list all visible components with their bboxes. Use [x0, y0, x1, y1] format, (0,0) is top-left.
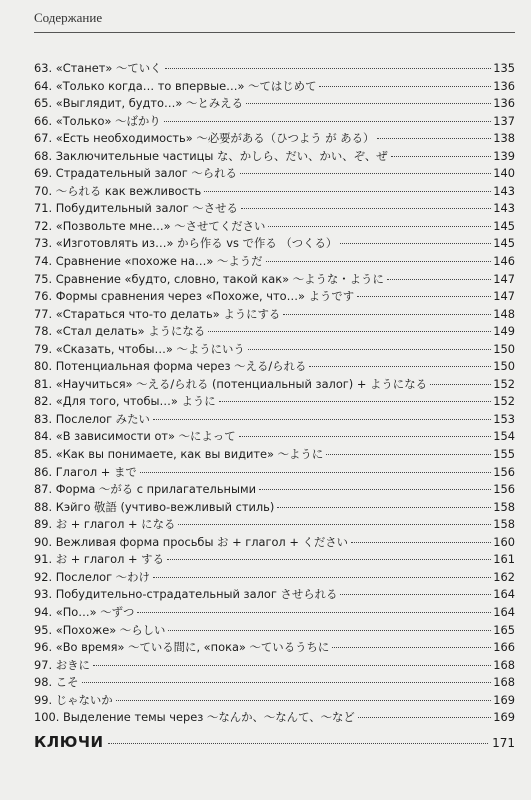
- toc-entry[interactable]: [34, 428, 515, 446]
- toc-entry[interactable]: [34, 95, 515, 113]
- toc-entry-title: 89. お + глагол + になる: [34, 517, 176, 532]
- dot-leader: [358, 717, 491, 718]
- dot-leader: [340, 243, 491, 244]
- toc-entry-page: 145: [493, 236, 515, 251]
- toc-entry[interactable]: [34, 481, 515, 499]
- dot-leader: [283, 314, 491, 315]
- toc-entry-title: 96. «Во время» 〜ている間に, «пока» 〜ているうちに: [34, 640, 330, 655]
- toc-entry-page: 143: [493, 183, 515, 198]
- toc-entry-title: 75. Сравнение «будто, словно, такой как» 〜ような・ように: [34, 271, 384, 286]
- toc-entry[interactable]: [34, 639, 515, 657]
- toc-entry-page: 136: [493, 78, 515, 93]
- toc-entry-page: 137: [493, 113, 515, 128]
- toc-entry-title: 76. Формы сравнения через «Похоже, что…» ようです: [34, 289, 355, 304]
- dot-leader: [246, 103, 491, 104]
- toc-entry[interactable]: [34, 551, 515, 569]
- toc-entry-title: 92. Послелог 〜わけ: [34, 569, 150, 584]
- toc-entry-page: 143: [493, 201, 515, 216]
- toc-entry-title: 88. Кэйго 敬語 (учтиво-вежливый стиль): [34, 499, 275, 514]
- dot-leader: [387, 279, 491, 280]
- toc-entry-page: 171: [492, 736, 515, 750]
- dot-leader: [357, 296, 491, 297]
- toc-entry-title: 94. «По…» 〜ずつ: [34, 604, 135, 619]
- toc-entry[interactable]: [34, 604, 515, 622]
- dot-leader: [164, 121, 491, 122]
- dot-leader: [319, 86, 491, 87]
- toc-entry-page: 148: [493, 306, 515, 321]
- toc-entry-page: 152: [493, 394, 515, 409]
- toc-entry[interactable]: [34, 446, 515, 464]
- toc-entry-page: 165: [493, 622, 515, 637]
- toc-entry-title: КЛЮЧИ: [34, 733, 104, 751]
- toc-entry-title: 74. Сравнение «похоже на…» 〜ようだ: [34, 254, 263, 269]
- toc-entry-page: 153: [493, 411, 515, 426]
- dot-leader: [351, 542, 491, 543]
- toc-entry-keys[interactable]: [34, 733, 515, 751]
- dot-leader: [430, 384, 491, 385]
- toc-entry-page: 168: [493, 675, 515, 690]
- toc-entry[interactable]: [34, 569, 515, 587]
- running-head: Содержание: [34, 10, 103, 25]
- dot-leader: [167, 559, 491, 560]
- toc-entry[interactable]: [34, 393, 515, 411]
- toc-entry-page: 152: [493, 376, 515, 391]
- dot-leader: [239, 436, 491, 437]
- toc-entry-page: 164: [493, 587, 515, 602]
- toc-entry-page: 138: [493, 131, 515, 146]
- toc-entry[interactable]: [34, 709, 515, 727]
- toc-entry[interactable]: [34, 323, 515, 341]
- toc-entry-title: 81. «Научиться» 〜える/られる (потенциальный залог) + ようになる: [34, 376, 427, 391]
- toc-entry-title: 90. Вежливая форма просьбы お + глагол + ください: [34, 534, 349, 549]
- toc-entry-page: 135: [493, 61, 515, 75]
- toc-entry[interactable]: [34, 60, 515, 78]
- toc-entry[interactable]: [34, 235, 515, 253]
- dot-leader: [240, 173, 491, 174]
- dot-leader: [153, 419, 491, 420]
- toc-entry[interactable]: [34, 464, 515, 482]
- toc-entry-title: 72. «Позвольте мне…» 〜させてください: [34, 218, 266, 233]
- dot-leader: [268, 226, 491, 227]
- dot-leader: [178, 524, 491, 525]
- toc-entry[interactable]: [34, 622, 515, 640]
- toc-entry[interactable]: [34, 130, 515, 148]
- toc-entry-page: 154: [493, 429, 515, 444]
- dot-leader: [377, 138, 491, 139]
- dot-leader: [248, 349, 491, 350]
- dot-leader: [204, 191, 491, 192]
- toc-entry-title: 65. «Выглядит, будто…» 〜とみえる: [34, 96, 243, 111]
- toc-entry[interactable]: [34, 148, 515, 166]
- toc-entry-page: 156: [493, 464, 515, 479]
- toc-entry-page: 162: [493, 569, 515, 584]
- toc-entry-page: 150: [493, 359, 515, 374]
- toc-entry[interactable]: [34, 218, 515, 236]
- toc-entry[interactable]: [34, 113, 515, 131]
- toc-entry[interactable]: [34, 78, 515, 96]
- toc-entry-title: 77. «Стараться что-то делать» ようにする: [34, 306, 281, 321]
- dot-leader: [168, 630, 491, 631]
- toc-entry-page: 169: [493, 710, 515, 725]
- toc-entry-title: 100. Выделение темы через 〜なんか、〜なんて、〜など: [34, 710, 355, 725]
- toc-entry[interactable]: [34, 657, 515, 675]
- toc-entry-page: 166: [493, 640, 515, 655]
- dot-leader: [259, 489, 491, 490]
- toc-entry-title: 68. Заключительные частицы な、かしら、だい、かい、ぞ、ぜ: [34, 148, 388, 163]
- toc-entry-title: 84. «В зависимости от» 〜によって: [34, 429, 236, 444]
- toc-entry-title: 79. «Сказать, чтобы…» 〜ようにいう: [34, 341, 245, 356]
- toc-entry-page: 169: [493, 692, 515, 707]
- dot-leader: [82, 682, 491, 683]
- dot-leader: [309, 366, 491, 367]
- toc-entry-page: 147: [493, 271, 515, 286]
- toc-entry-title: 98. こそ: [34, 675, 79, 690]
- dot-leader: [137, 612, 491, 613]
- toc-entry[interactable]: [34, 358, 515, 376]
- toc-entry[interactable]: [34, 499, 515, 517]
- toc-entry-title: 93. Побудительно-страдательный залог させられる: [34, 587, 338, 602]
- toc-entry[interactable]: [34, 288, 515, 306]
- dot-leader: [108, 743, 489, 744]
- toc-entry-title: 82. «Для того, чтобы…» ように: [34, 394, 216, 409]
- toc-entry-page: 160: [493, 534, 515, 549]
- dot-leader: [326, 454, 491, 455]
- toc-entry-title: 70. 〜られる как вежливость: [34, 183, 202, 198]
- header-rule: [34, 32, 515, 33]
- toc-entry-title: 71. Побудительный залог 〜させる: [34, 201, 238, 216]
- dot-leader: [165, 68, 491, 69]
- toc-entry-page: 145: [493, 218, 515, 233]
- dot-leader: [140, 472, 491, 473]
- dot-leader: [93, 665, 491, 666]
- toc-entry-page: 161: [493, 552, 515, 567]
- dot-leader: [391, 156, 491, 157]
- toc-entry-page: 158: [493, 499, 515, 514]
- toc-entry-page: 158: [493, 517, 515, 532]
- dot-leader: [340, 594, 491, 595]
- toc-entry-page: 136: [493, 96, 515, 111]
- toc-entry-page: 147: [493, 289, 515, 304]
- toc-entry[interactable]: [34, 341, 515, 359]
- toc-entry-page: 168: [493, 657, 515, 672]
- dot-leader: [208, 331, 491, 332]
- toc-entry-page: 150: [493, 341, 515, 356]
- dot-leader: [153, 577, 491, 578]
- toc-entry[interactable]: [34, 534, 515, 552]
- dot-leader: [116, 700, 491, 701]
- table-of-contents: [34, 60, 515, 727]
- toc-entry[interactable]: [34, 692, 515, 710]
- toc-entry-title: 64. «Только когда… то впервые…» 〜てはじめて: [34, 78, 317, 93]
- toc-entry[interactable]: [34, 516, 515, 534]
- toc-entry[interactable]: [34, 376, 515, 394]
- toc-entry-title: 73. «Изготовлять из…» から作る vs で作る （つくる）: [34, 236, 338, 251]
- toc-entry-page: 155: [493, 447, 515, 462]
- toc-entry-title: 91. お + глагол + する: [34, 552, 164, 567]
- toc-entry-title: 87. Форма 〜がる с прилагательными: [34, 482, 256, 497]
- toc-entry[interactable]: [34, 183, 515, 201]
- toc-entry[interactable]: [34, 586, 515, 604]
- dot-leader: [241, 208, 491, 209]
- toc-entry[interactable]: [34, 306, 515, 324]
- toc-entry[interactable]: [34, 411, 515, 429]
- toc-entry-page: 149: [493, 324, 515, 339]
- toc-entry-page: 146: [493, 254, 515, 269]
- toc-entry-title: 78. «Стал делать» ようになる: [34, 324, 206, 339]
- toc-entry-title: 69. Страдательный залог 〜られる: [34, 166, 237, 181]
- toc-entry-page: 164: [493, 604, 515, 619]
- toc-entry-title: 63. «Станет» 〜ていく: [34, 61, 162, 75]
- toc-entry-page: 139: [493, 148, 515, 163]
- toc-entry[interactable]: [34, 253, 515, 271]
- toc-entry[interactable]: [34, 200, 515, 218]
- toc-entry-title: 83. Послелог みたい: [34, 411, 150, 426]
- toc-entry-title: 67. «Есть необходимость» 〜必要がある（ひつよう が ある）: [34, 131, 375, 146]
- toc-entry-title: 86. Глагол + まで: [34, 464, 137, 479]
- toc-entry-title: 66. «Только» 〜ばかり: [34, 113, 161, 128]
- toc-entry-title: 80. Потенциальная форма через 〜える/られる: [34, 359, 307, 374]
- dot-leader: [277, 507, 491, 508]
- toc-entry[interactable]: [34, 271, 515, 289]
- toc-entry-title: 97. おきに: [34, 657, 90, 672]
- dot-leader: [266, 261, 491, 262]
- toc-entry[interactable]: [34, 165, 515, 183]
- toc-entry-title: 85. «Как вы понимаете, как вы видите» 〜ように: [34, 447, 324, 462]
- toc-entry-title: 95. «Похоже» 〜らしい: [34, 622, 166, 637]
- toc-entry[interactable]: [34, 674, 515, 692]
- toc-entry-title: 99. じゃないか: [34, 692, 113, 707]
- toc-entry-page: 156: [493, 482, 515, 497]
- toc-entry-page: 140: [493, 166, 515, 181]
- dot-leader: [332, 647, 491, 648]
- dot-leader: [219, 401, 491, 402]
